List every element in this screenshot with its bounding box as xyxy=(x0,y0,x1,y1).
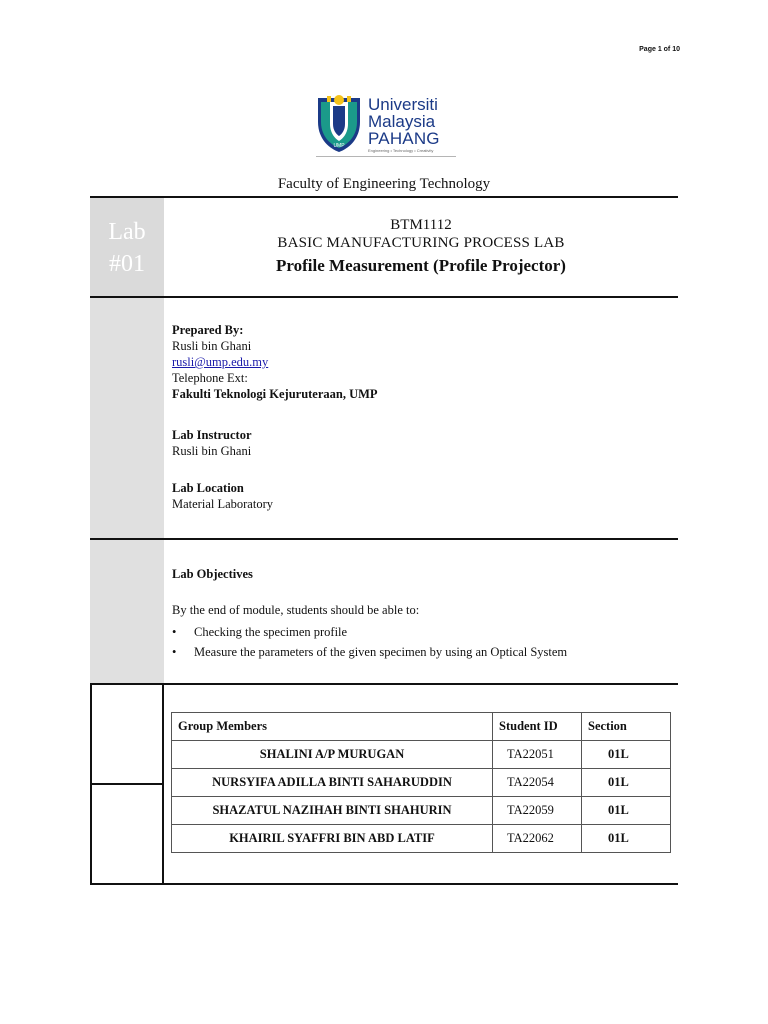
box-left-mid-divider xyxy=(90,783,164,785)
course-code: BTM1112 xyxy=(390,217,452,233)
ump-shield-icon xyxy=(316,94,362,154)
member-name: NURSYIFA ADILLA BINTI SAHARUDDIN xyxy=(172,769,493,797)
prepared-by-heading: Prepared By: xyxy=(172,323,244,337)
group-members-table xyxy=(171,712,671,853)
table-row xyxy=(172,769,671,797)
lab-objectives-list xyxy=(172,622,672,662)
lab-label-line-1: Lab xyxy=(108,219,146,245)
lab-label-line-2: #01 xyxy=(109,251,145,277)
table-row xyxy=(172,741,671,769)
member-section: 01L xyxy=(582,797,671,825)
objective-item: • Measure the parameters of the given specimen by using an Optical System xyxy=(172,642,672,662)
logo-underline xyxy=(316,156,456,157)
header-section: Section xyxy=(582,713,671,741)
table-row xyxy=(172,825,671,853)
telephone-ext: Telephone Ext: xyxy=(172,371,248,385)
logo-line-2: Malaysia xyxy=(368,112,436,131)
lab-location-section xyxy=(172,480,273,512)
lab-number-label xyxy=(90,216,164,280)
left-panel-objectives xyxy=(90,540,164,683)
table-header-row xyxy=(172,713,671,741)
member-name: SHAZATUL NAZIHAH BINTI SHAHURIN xyxy=(172,797,493,825)
member-id: TA22062 xyxy=(493,825,582,853)
member-id: TA22059 xyxy=(493,797,582,825)
header-group-members: Group Members xyxy=(172,713,493,741)
divider-after-contacts xyxy=(90,538,678,540)
preparer-email-link[interactable]: rusli@ump.edu.my xyxy=(172,355,269,369)
lab-topic: Profile Measurement (Profile Projector) xyxy=(276,256,566,275)
table-row xyxy=(172,797,671,825)
lab-objectives-heading: Lab Objectives xyxy=(172,567,253,581)
divider-bottom xyxy=(90,883,678,885)
logo-badge-text: UMP xyxy=(333,143,345,149)
objective-item: • Checking the specimen profile xyxy=(172,622,672,642)
lab-instructor-section xyxy=(172,427,252,459)
page-number: Page 1 of 10 xyxy=(639,46,680,53)
member-id: TA22051 xyxy=(493,741,582,769)
lab-instructor-name: Rusli bin Ghani xyxy=(172,444,252,458)
left-panel-contacts xyxy=(90,298,164,538)
logo-line-3: PAHANG xyxy=(368,129,440,148)
divider-after-objectives xyxy=(90,683,678,685)
divider-after-title xyxy=(90,296,678,298)
logo-wordmark xyxy=(368,96,440,147)
lab-location-name: Material Laboratory xyxy=(172,497,273,511)
preparer-name: Rusli bin Ghani xyxy=(172,339,252,353)
course-title-block xyxy=(164,216,678,277)
member-name: KHAIRIL SYAFFRI BIN ABD LATIF xyxy=(172,825,493,853)
logo-tagline: Engineering • Technology • Creativity xyxy=(368,148,434,153)
member-section: 01L xyxy=(582,825,671,853)
prepared-by-section xyxy=(172,322,378,402)
header-student-id: Student ID xyxy=(493,713,582,741)
member-section: 01L xyxy=(582,741,671,769)
lab-location-heading: Lab Location xyxy=(172,481,244,495)
member-section: 01L xyxy=(582,769,671,797)
lab-instructor-heading: Lab Instructor xyxy=(172,428,252,442)
faculty-name: Faculty of Engineering Technology xyxy=(277,176,491,192)
course-name: BASIC MANUFACTURING PROCESS LAB xyxy=(277,235,565,251)
lab-objectives-intro: By the end of module, students should be able to: xyxy=(172,603,420,617)
member-id: TA22054 xyxy=(493,769,582,797)
member-name: SHALINI A/P MURUGAN xyxy=(172,741,493,769)
divider-top xyxy=(90,196,678,198)
university-logo xyxy=(314,90,460,162)
logo-line-1: Universiti xyxy=(368,95,438,114)
preparer-department: Fakulti Teknologi Kejuruteraan, UMP xyxy=(172,387,378,401)
lab-objectives-section xyxy=(172,566,672,662)
